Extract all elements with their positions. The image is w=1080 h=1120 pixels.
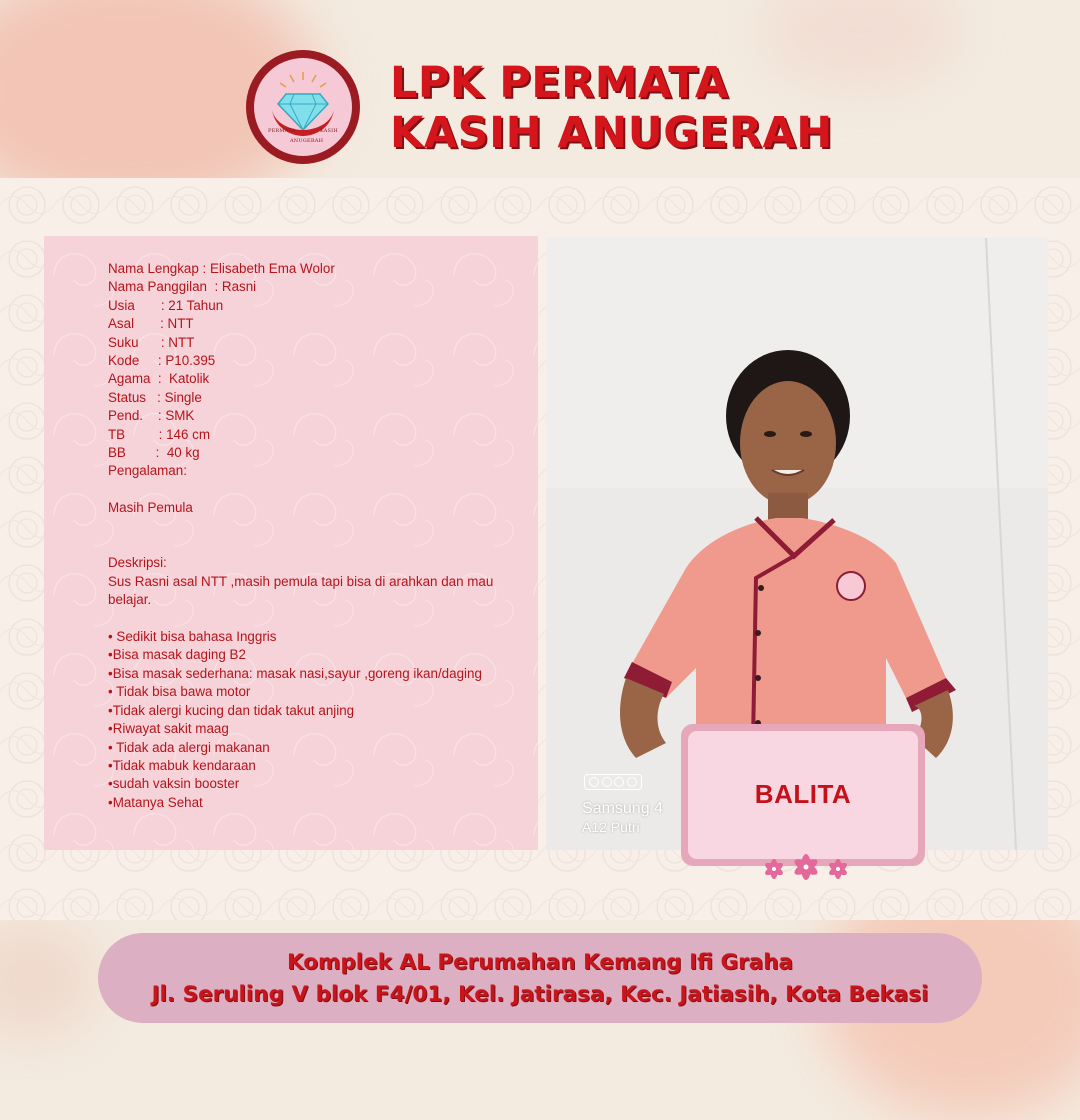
profile-row-value: 146 cm xyxy=(166,426,210,442)
profile-row-value: Elisabeth Ema Wolor xyxy=(210,261,335,276)
category-badge xyxy=(681,724,925,866)
profile-row-value: Single xyxy=(164,389,202,405)
skill-item: • Sedikit bisa bahasa Inggris xyxy=(108,629,277,645)
profile-row-label: Kode xyxy=(108,353,140,369)
profile-row-value: SMK xyxy=(165,408,195,424)
skill-item: •Bisa masak daging B2 xyxy=(108,647,246,663)
profile-row-separator: : xyxy=(207,279,222,295)
experience-value: Masih Pemula xyxy=(108,500,193,516)
profile-row xyxy=(108,278,508,296)
profile-row xyxy=(108,315,508,333)
camera-mode-icon xyxy=(584,774,642,790)
profile-row-separator: : xyxy=(139,353,166,369)
skill-item: • Tidak ada alergi makanan xyxy=(108,739,270,755)
skill-item: •Riwayat sakit maag xyxy=(108,721,229,737)
camera-model: Samsung 4 xyxy=(582,800,663,817)
skill-item: •Tidak alergi kucing dan tidak takut anjing xyxy=(108,702,355,718)
profile-details xyxy=(108,260,508,812)
profile-row xyxy=(108,334,508,352)
profile-row-label: TB xyxy=(108,426,126,442)
logo xyxy=(246,50,360,164)
profile-row xyxy=(108,352,508,370)
skill-item: • Tidak bisa bawa motor xyxy=(108,684,251,700)
profile-row-separator: : xyxy=(134,297,169,313)
experience-label: Pengalaman: xyxy=(108,463,187,479)
decor-blob xyxy=(0,920,100,1040)
profile-row-value: Katolik xyxy=(169,371,210,387)
category-label: BALITA xyxy=(754,779,852,809)
profile-row xyxy=(108,389,508,407)
title-line-2: KASIH ANUGERAH xyxy=(390,108,833,158)
title-line-1: LPK PERMATA xyxy=(390,58,729,108)
profile-row-label: Agama xyxy=(108,371,151,387)
skill-item: •Tidak mabuk kendaraan xyxy=(108,757,256,773)
profile-row xyxy=(108,297,508,315)
page-title xyxy=(390,58,833,158)
skill-item: •sudah vaksin booster xyxy=(108,776,240,792)
description-text: Sus Rasni asal NTT ,masih pemula tapi bisa di arahkan dan mau belajar. xyxy=(108,573,494,608)
profile-row-separator: : xyxy=(143,408,166,424)
profile-row xyxy=(108,260,508,278)
profile-row-value: 21 Tahun xyxy=(168,297,224,313)
profile-row-value: Rasni xyxy=(221,279,257,295)
profile-row-label: Nama Lengkap xyxy=(108,261,199,276)
description-label: Deskripsi: xyxy=(108,555,167,571)
camera-user: A12 Putri xyxy=(582,819,640,835)
diamond-icon xyxy=(246,50,360,164)
profile-row xyxy=(108,444,508,462)
profile-row-label: Nama Panggilan xyxy=(108,279,208,295)
profile-row-separator: : xyxy=(138,334,169,350)
profile-row-label: Asal xyxy=(108,316,135,332)
address-line-1: Komplek AL Perumahan Kemang Ifi Graha xyxy=(286,950,794,975)
flower-icons xyxy=(758,851,854,885)
profile-row-label: Status xyxy=(108,389,146,405)
skill-item: •Bisa masak sederhana: masak nasi,sayur ,goreng ikan/daging xyxy=(108,665,482,681)
profile-row-label: Suku xyxy=(108,334,139,350)
address-banner xyxy=(98,933,982,1023)
logo-text: PERMATA xyxy=(268,128,296,134)
profile-row xyxy=(108,370,508,388)
profile-row-label: Usia xyxy=(108,297,135,313)
profile-row-label: BB xyxy=(108,445,126,461)
profile-row-value: 40 kg xyxy=(166,445,200,461)
logo-text: ANUGERAH xyxy=(290,138,324,144)
profile-row xyxy=(108,426,508,444)
profile-row-value: P10.395 xyxy=(165,353,216,369)
profile-row-separator: : xyxy=(125,445,167,461)
profile-row xyxy=(108,407,508,425)
profile-row-separator: : xyxy=(125,426,167,442)
profile-row-value: NTT xyxy=(167,316,194,332)
address-line-2: Jl. Seruling V blok F4/01, Kel. Jatirasa, Kec. Jatiasih, Kota Bekasi xyxy=(151,982,929,1007)
profile-row-separator: : xyxy=(150,371,170,387)
profile-row-separator: : xyxy=(145,389,165,405)
profile-row-label: Pend. xyxy=(108,408,143,424)
profile-row-separator: : xyxy=(198,261,210,276)
profile-row-separator: : xyxy=(134,316,168,332)
skill-item: •Matanya Sehat xyxy=(108,794,203,810)
camera-watermark xyxy=(582,800,663,836)
logo-text: KASIH xyxy=(320,128,338,134)
profile-row-value: NTT xyxy=(168,334,195,350)
